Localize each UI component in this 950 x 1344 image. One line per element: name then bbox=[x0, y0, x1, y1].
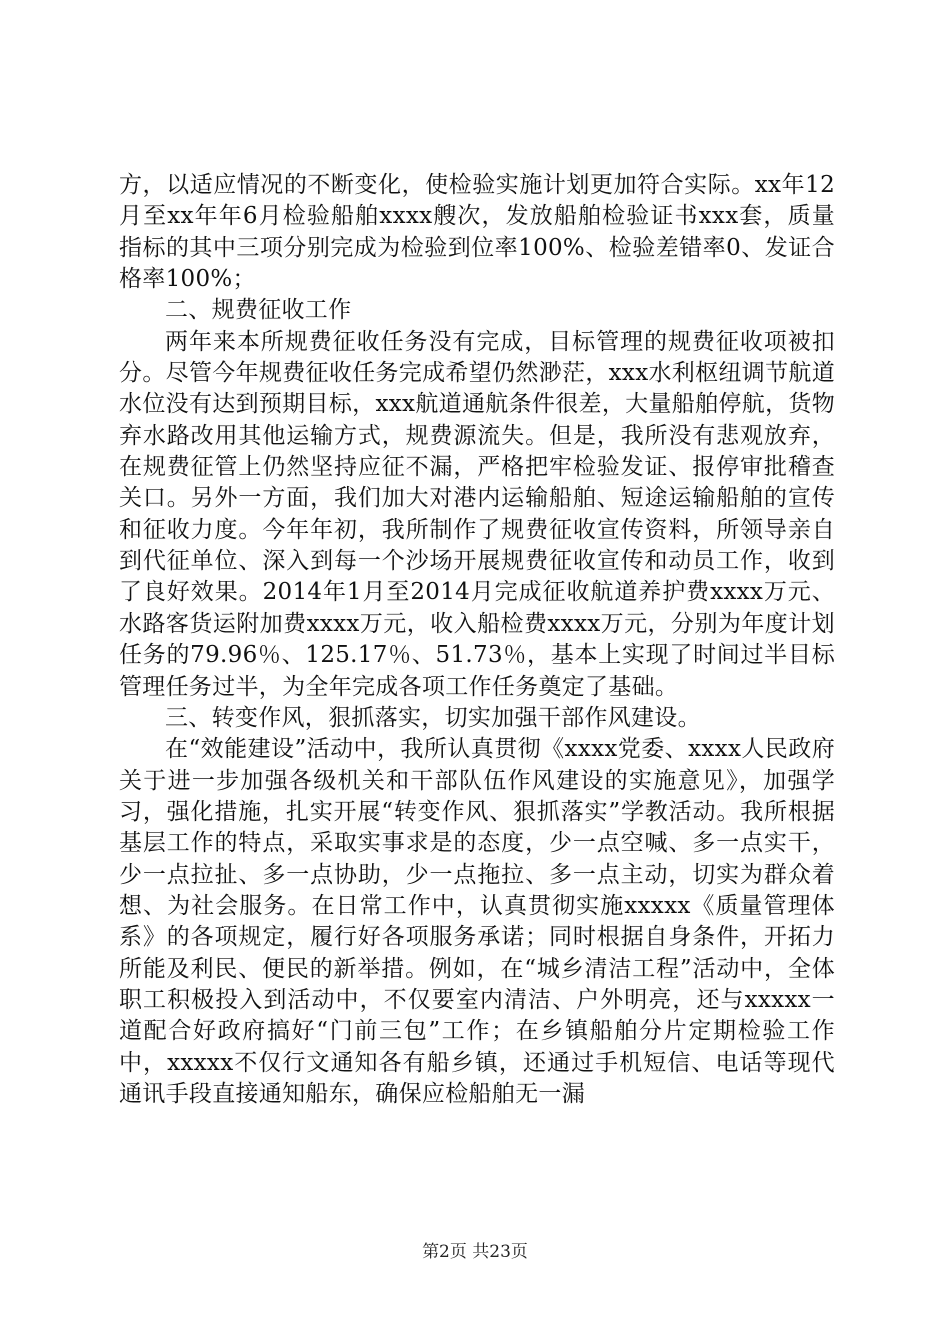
page-footer: 第2页 共23页 bbox=[422, 1242, 528, 1262]
heading-fee-collection: 二、规费征收工作 bbox=[165, 297, 352, 324]
paragraph-work-style: 在“效能建设”活动中，我所认真贯彻《xxxx党委、xxxx人民政府关于进一步加强各级机关和干部队伍作风建设的实施意见》，加强学习，强化措施，扎实开展“转变作风、狠抓落实”学教活动。我所根据基层工作的特点，采取实事求是的态度，少一点空喊、多一点实干，少一点拉扯、多一点协助，少一点拖拉、多一点主动，切实为群众着想、为社会服务。在日常工作中，认真贯彻实施xxxxx《质量管理体系》的各项规定，履行好各项服务承诺；同时根据自身条件，开拓力所能及利民、便民的新举措。例如，在“城乡清洁工程”活动中，全体职工积极投入到活动中，不仅要室内清洁、户外明亮，还与xxxxx一道配合好政府搞好“门前三包”工作；在乡镇船舶分片定期检验工作中，xxxxx不仅行文通知各有船乡镇，还通过手机短信、电话等现代通讯手段直接通知船东，确保应检船舶无一漏 bbox=[119, 736, 835, 1107]
document-body bbox=[119, 170, 835, 1110]
paragraph-inspection-summary: 方，以适应情况的不断变化，使检验实施计划更加符合实际。xx年12月至xx年年6月检验船舶xxxx艘次，发放船舶检验证书xxx套，质量指标的其中三项分别完成为检验到位率100%、检验差错率0、发证合格率100%； bbox=[119, 172, 835, 293]
paragraph-fee-collection: 两年来本所规费征收任务没有完成，目标管理的规费征收项被扣分。尽管今年规费征收任务完成希望仍然渺茫，xxx水利枢纽调节航道水位没有达到预期目标，xxx航道通航条件很差，大量船舶停航，货物弃水路改用其他运输方式，规费源流失。但是，我所没有悲观放弃，在规费征管上仍然坚持应征不漏，严格把牢检验发证、报停审批稽查关口。另外一方面，我们加大对港内运输船舶、短途运输船舶的宣传和征收力度。今年年初，我所制作了规费征收宣传资料，所领导亲自到代征单位、深入到每一个沙场开展规费征收宣传和动员工作，收到了良好效果。2014年1月至2014月完成征收航道养护费xxxx万元、水路客货运附加费xxxx万元，收入船检费xxxx万元，分别为年度计划任务的79.96％、125.17％、51.73％，基本上实现了时间过半目标管理任务过半，为全年完成各项工作任务奠定了基础。 bbox=[119, 328, 835, 700]
heading-work-style: 三、转变作风，狠抓落实，切实加强干部作风建设。 bbox=[165, 704, 701, 731]
